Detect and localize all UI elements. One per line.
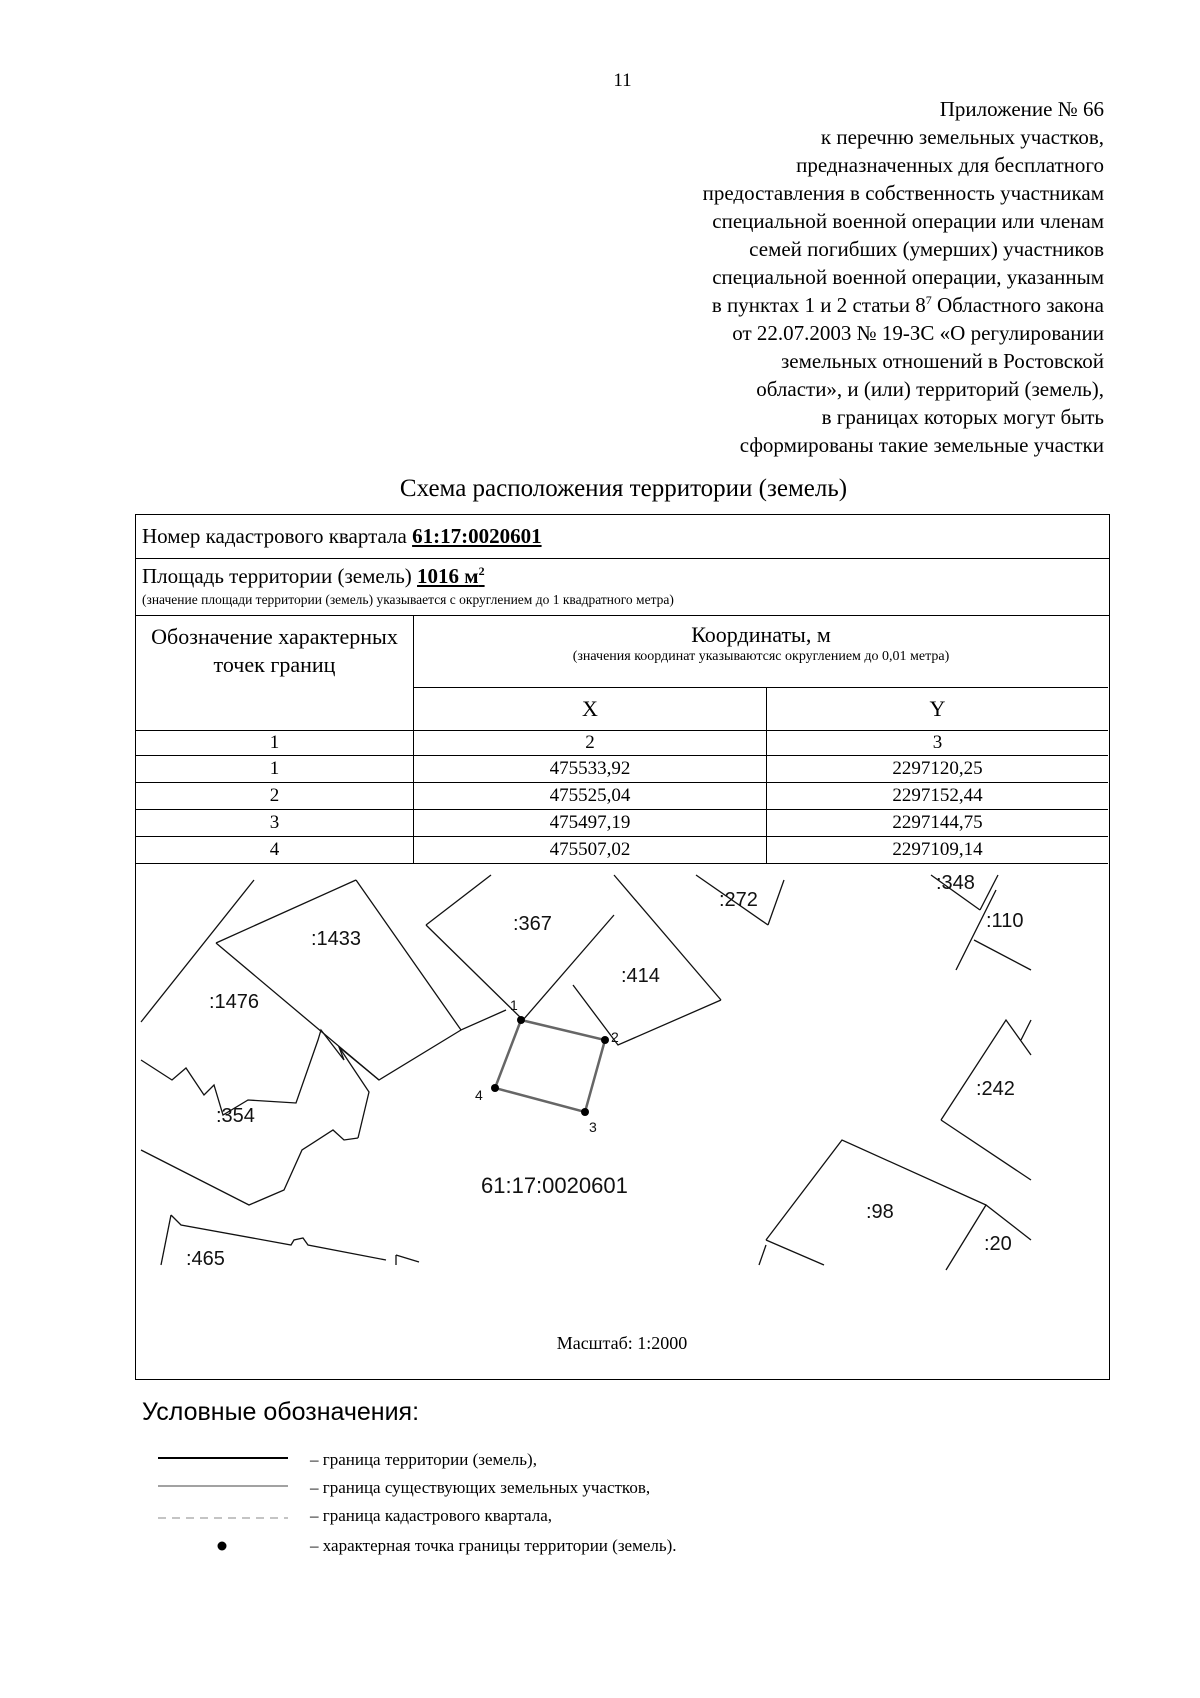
area-note: (значение площади территории (земель) указывается с округлением до 1 квадратного метра) [142, 592, 674, 607]
appendix-line: в границах которых могут быть [821, 405, 1104, 429]
appendix-line-part: в пунктах 1 и 2 статьи 8 [711, 293, 926, 317]
legend-territory-line [158, 1448, 288, 1474]
coordinates-table [136, 615, 1108, 864]
point-header: Обозначение характерных точек границ [136, 615, 414, 730]
parcel-label: :272 [719, 889, 758, 911]
point-label: 3 [589, 1119, 597, 1135]
area-value [417, 564, 485, 588]
legend-point-icon [158, 1534, 288, 1560]
coords-note: (значения координат указываютсяс округлением до 0,01 метра) [572, 649, 950, 664]
area-row [136, 558, 1109, 616]
parcel-boundary [339, 1047, 369, 1138]
legend-text: – граница кадастрового квартала, [310, 1506, 552, 1525]
area-line [142, 564, 485, 589]
appendix-line: специальной военной операции или членам [712, 209, 1104, 233]
col-number: 3 [767, 730, 1109, 755]
boundary-point [517, 1016, 525, 1024]
parcel-boundary [941, 1020, 1031, 1120]
table-row [136, 809, 1108, 836]
boundary-point [581, 1108, 589, 1116]
y-cell: 2297120,25 [767, 755, 1109, 782]
parcel-label: :465 [186, 1248, 225, 1270]
cadastral-row [136, 515, 1109, 559]
parcel-boundary [768, 880, 784, 925]
appendix-line: области», и (или) территорий (земель), [756, 377, 1104, 401]
coords-header-cell [414, 615, 1109, 687]
parcel-label: :354 [216, 1105, 255, 1127]
parcel-label: :1433 [311, 928, 362, 950]
table-row [136, 836, 1108, 863]
parcel-label: :242 [976, 1078, 1015, 1100]
appendix-line: сформированы такие земельные участки [739, 433, 1104, 457]
legend-item [140, 1534, 840, 1560]
legend-quarter-line [158, 1504, 288, 1530]
y-cell: 2297152,44 [767, 782, 1109, 809]
parcel-label: :348 [936, 872, 975, 894]
appendix-line-part: Областного закона [936, 293, 1104, 317]
coords-header: Координаты, м [691, 622, 831, 647]
parcel-label: :414 [621, 965, 660, 987]
legend-item [140, 1476, 840, 1502]
parcel-label: :110 [986, 910, 1024, 932]
scheme-title: Схема расположения территории (земель) [399, 475, 848, 502]
x-header: X [414, 687, 767, 730]
x-cell: 475497,19 [414, 809, 767, 836]
col-number: 1 [136, 730, 414, 755]
page-number: 11 [613, 70, 632, 91]
cadastral-map [136, 870, 1108, 1290]
parcel-label: :98 [866, 1201, 894, 1223]
appendix-line: Приложение № 66 [939, 97, 1104, 121]
appendix-line: специальной военной операции, указанным [712, 265, 1104, 289]
parcel-boundary [974, 940, 1031, 970]
appendix-line: земельных отношений в Ростовской [780, 349, 1104, 373]
x-cell: 475507,02 [414, 836, 767, 863]
x-cell: 475525,04 [414, 782, 767, 809]
col-number: 2 [414, 730, 767, 755]
parcel-boundary [426, 925, 523, 1020]
parcel-label: :20 [984, 1233, 1012, 1255]
scheme-frame [135, 514, 1110, 1380]
map-scale: Масштаб: 1:2000 [556, 1333, 688, 1353]
parcel-boundary [396, 1255, 419, 1262]
parcel-boundary [766, 1240, 824, 1265]
y-header: Y [767, 687, 1109, 730]
legend-title: Условные обозначения: [142, 1398, 420, 1426]
appendix-line: предоставления в собственность участникам [702, 181, 1104, 205]
parcel-boundary [426, 875, 491, 925]
boundary-points [491, 1016, 609, 1116]
legend-text: – характерная точка границы территории (земель). [310, 1536, 677, 1555]
legend-parcel-line [158, 1476, 288, 1502]
parcel-boundary [759, 1245, 766, 1265]
point-label: 4 [475, 1087, 483, 1103]
legend-item [140, 1504, 840, 1530]
x-cell: 475533,92 [414, 755, 767, 782]
appendix-line: от 22.07.2003 № 19-ЗС «О регулировании [732, 321, 1104, 345]
territory-boundary [495, 1020, 605, 1112]
legend-item [140, 1448, 840, 1474]
cadastral-label: Номер кадастрового квартала [142, 524, 407, 548]
parcel-boundary [141, 1030, 379, 1115]
cadastral-number: 61:17:0020601 [412, 524, 542, 548]
parcel-boundary [1021, 1020, 1031, 1040]
area-label: Площадь территории (земель) [142, 564, 412, 588]
appendix-line: к перечню земельных участков, [820, 125, 1104, 149]
y-cell: 2297144,75 [767, 809, 1109, 836]
point-label: 2 [611, 1029, 619, 1045]
parcel-boundary [766, 1140, 986, 1240]
parcel-boundary [356, 880, 506, 1030]
point-label: 1 [510, 997, 518, 1013]
boundary-point [491, 1084, 499, 1092]
point-cell: 3 [136, 809, 414, 836]
existing-parcel-boundaries [141, 875, 1031, 1270]
parcel-label: :1476 [209, 991, 260, 1013]
table-row [136, 782, 1108, 809]
parcel-boundary [141, 1130, 358, 1205]
parcel-boundary [161, 1215, 171, 1265]
legend-text: – граница существующих земельных участков, [310, 1478, 651, 1497]
appendix-line: предназначенных для бесплатного [796, 153, 1104, 177]
parcel-boundary [573, 985, 721, 1045]
area-value-text: 1016 м [417, 564, 479, 588]
parcel-label: :367 [513, 913, 552, 935]
table-row [136, 755, 1108, 782]
legend-text: – граница территории (земель), [310, 1450, 537, 1469]
article-superscript: 7 [925, 293, 932, 307]
appendix-line [544, 291, 1104, 319]
y-cell: 2297109,14 [767, 836, 1109, 863]
point-cell: 4 [136, 836, 414, 863]
parcel-boundary [941, 1120, 1031, 1180]
area-unit-sup: 2 [478, 564, 485, 578]
quarter-label: 61:17:0020601 [481, 1173, 628, 1198]
point-cell: 1 [136, 755, 414, 782]
point-cell: 2 [136, 782, 414, 809]
boundary-point [601, 1036, 609, 1044]
appendix-header [544, 95, 1104, 459]
appendix-line: семей погибших (умерших) участников [749, 237, 1104, 261]
